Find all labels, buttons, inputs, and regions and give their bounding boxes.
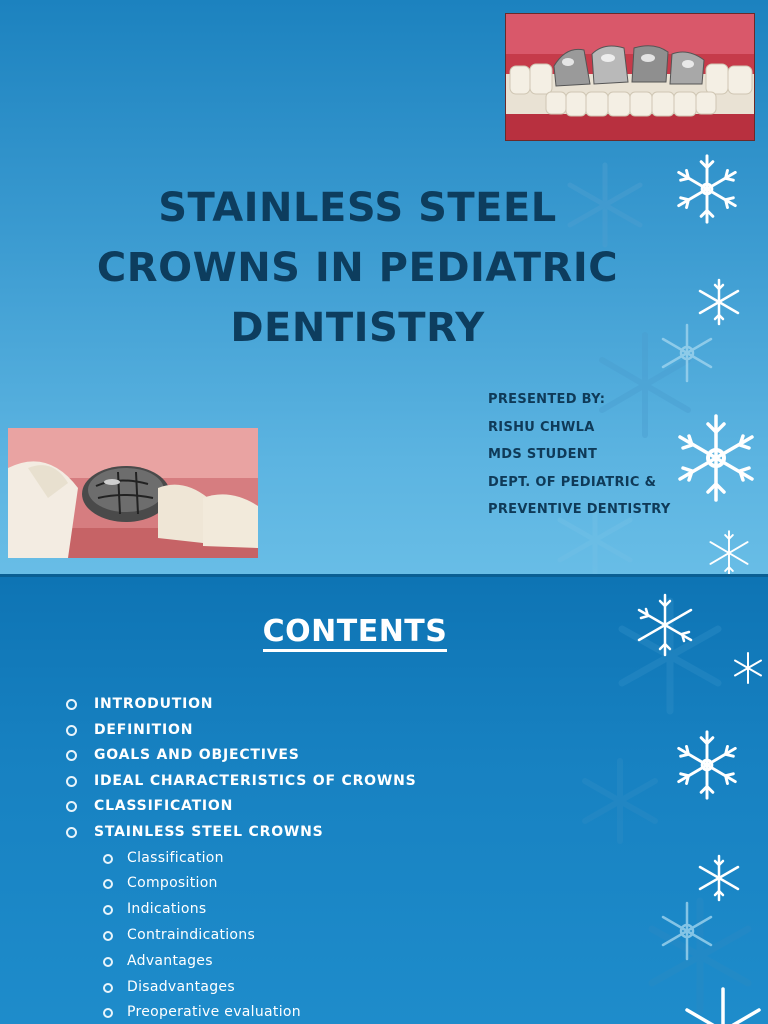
slide-divider	[0, 574, 768, 577]
sub-list-item-label: Preoperative evaluation	[127, 1004, 301, 1021]
sub-list-item	[66, 846, 626, 872]
list-item-label: GOALS AND OBJECTIVES	[94, 747, 300, 764]
list-item	[66, 743, 626, 769]
snowflake-icon	[693, 852, 745, 904]
list-item-label: STAINLESS STEEL CROWNS	[94, 823, 324, 840]
crowns-photo	[505, 13, 755, 141]
list-item	[66, 718, 626, 744]
presenter-info	[488, 386, 758, 524]
bullet-icon	[66, 750, 77, 761]
contents-heading	[0, 614, 710, 649]
list-item	[66, 820, 626, 846]
bullet-icon	[103, 931, 113, 941]
list-item	[66, 692, 626, 718]
bullet-icon	[66, 725, 77, 736]
bullet-icon	[66, 801, 77, 812]
list-item-label: DEFINITION	[94, 721, 194, 738]
snowflake-icon	[678, 986, 768, 1024]
title-line: STAINLESS STEEL	[158, 185, 557, 231]
sub-list-item-label: Indications	[127, 901, 207, 918]
sub-list-item-label: Classification	[127, 849, 224, 866]
bullet-icon	[103, 905, 113, 915]
sub-list-item	[66, 1000, 626, 1024]
presenter-line: DEPT. OF PEDIATRIC &	[488, 474, 657, 490]
bullet-icon	[66, 827, 77, 838]
bullet-icon	[66, 776, 77, 787]
bullet-icon	[66, 699, 77, 710]
list-item-label: CLASSIFICATION	[94, 798, 234, 815]
contents-heading-text: CONTENTS	[263, 614, 448, 652]
title-line: DENTISTRY	[230, 305, 485, 351]
title-line: CROWNS IN PEDIATRIC	[96, 245, 619, 291]
sub-list-item	[66, 871, 626, 897]
snowflake-icon	[730, 650, 766, 686]
sub-list-item-label: Contraindications	[127, 926, 256, 943]
snowflake-icon	[690, 528, 768, 576]
bullet-icon	[103, 879, 113, 889]
sub-list-item	[66, 897, 626, 923]
presenter-line: PRESENTED BY:	[488, 392, 606, 407]
contents-list	[66, 692, 626, 1024]
bullet-icon	[103, 1008, 113, 1018]
list-item-label: IDEAL CHARACTERISTICS OF CROWNS	[94, 772, 417, 789]
sub-list-item	[66, 923, 626, 949]
bullet-icon	[103, 854, 113, 864]
crown-molar-photo	[8, 428, 258, 558]
bullet-icon	[103, 957, 113, 967]
slide-title	[40, 178, 675, 358]
presenter-line: PREVENTIVE DENTISTRY	[488, 502, 671, 517]
snowflake-icon	[668, 150, 746, 228]
presenter-line: MDS STUDENT	[488, 447, 598, 462]
bullet-icon	[103, 983, 113, 993]
sub-list-item	[66, 949, 626, 975]
sub-list-item-label: Composition	[127, 875, 218, 892]
list-item	[66, 769, 626, 795]
list-item	[66, 794, 626, 820]
presenter-line: RISHU CHWLA	[488, 419, 595, 435]
contents-slide	[0, 576, 768, 1024]
snowflake-icon	[654, 898, 720, 964]
sub-list-item-label: Advantages	[127, 952, 213, 969]
sub-list-item	[66, 975, 626, 1001]
snowflake-icon	[668, 726, 746, 804]
sub-list-item-label: Disadvantages	[127, 978, 235, 995]
list-item-label: INTRODUTION	[94, 696, 214, 712]
